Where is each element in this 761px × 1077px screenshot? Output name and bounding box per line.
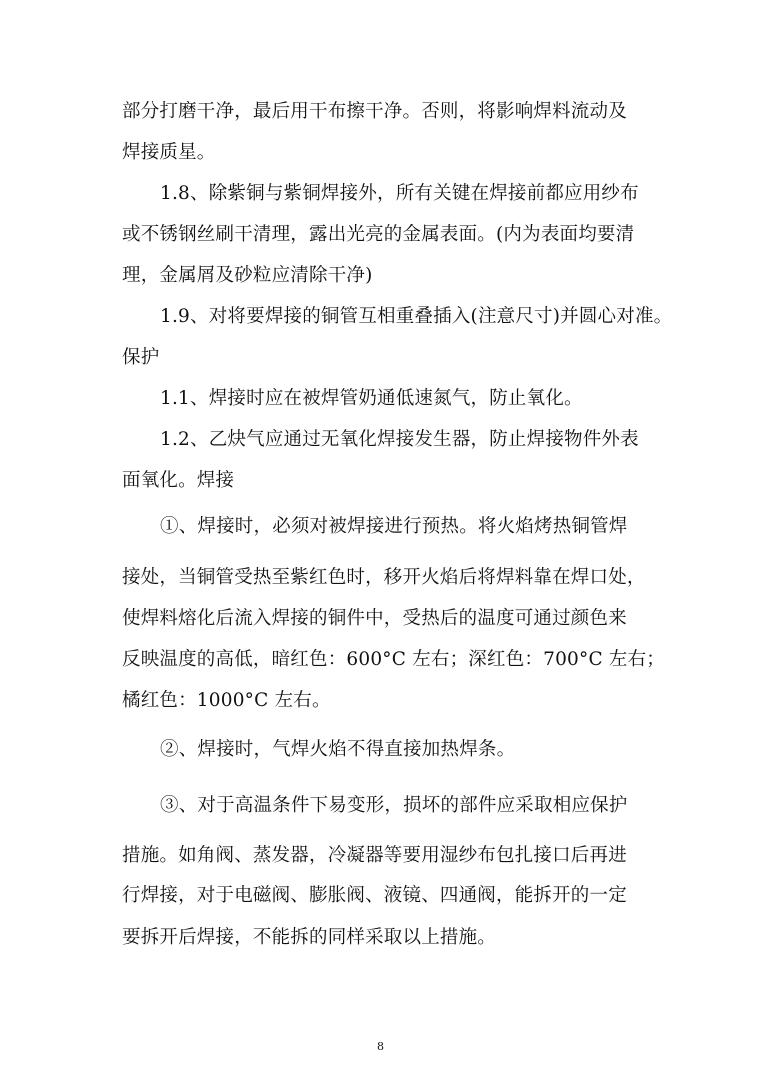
text-line: 使焊料熔化后流入焊接的铜件中，受热后的温度可通过颜色来 <box>122 608 627 629</box>
text-line: 橘红色：1000°C 左右。 <box>122 690 331 711</box>
section-heading: 保护 <box>122 347 160 368</box>
page-number: 8 <box>377 1040 384 1053</box>
text-line: 焊接质星。 <box>122 142 216 163</box>
text-line: 面氧化。焊接 <box>122 470 235 491</box>
text-line: 1.8、除紫铜与紫铜焊接外，所有关键在焊接前都应用纱布 <box>160 183 639 204</box>
text-line: 部分打磨干净，最后用干布擦干净。否则，将影响焊料流动及 <box>122 101 627 122</box>
text-line: 理，金属屑及砂粒应清除干净) <box>122 265 373 286</box>
text-line: 接处，当铜管受热至紫红色时，移开火焰后将焊料靠在焊口处， <box>122 567 646 588</box>
text-line: 1.9、对将要焊接的铜管互相重叠插入(注意尺寸)并圆心对准。 <box>160 306 673 327</box>
text-line: 或不锈钢丝刷干清理，露出光亮的金属表面。(内为表面均要清 <box>122 224 635 245</box>
text-line: ①、焊接时，必须对被焊接进行预热。将火焰烤热铜管焊 <box>160 516 628 537</box>
text-line: ②、焊接时，气焊火焰不得直接加热焊条。 <box>160 739 516 760</box>
text-line: ③、对于高温条件下易变形，损坏的部件应采取相应保护 <box>160 795 628 816</box>
text-line: 行焊接，对于电磁阀、膨胀阀、液镜、四通阀，能拆开的一定 <box>122 885 627 906</box>
text-line: 1.2、乙炔气应通过无氧化焊接发生器，防止焊接物件外表 <box>160 429 639 450</box>
text-line: 1.1、焊接时应在被焊管奶通低速氮气，防止氧化。 <box>160 388 583 409</box>
text-line: 措施。如角阀、蒸发器，冷凝器等要用湿纱布包扎接口后再进 <box>122 845 627 866</box>
text-line: 要拆开后焊接，不能拆的同样采取以上措施。 <box>122 927 497 948</box>
text-line: 反映温度的高低，暗红色：600°C 左右；深红色：700°C 左右； <box>122 649 665 670</box>
